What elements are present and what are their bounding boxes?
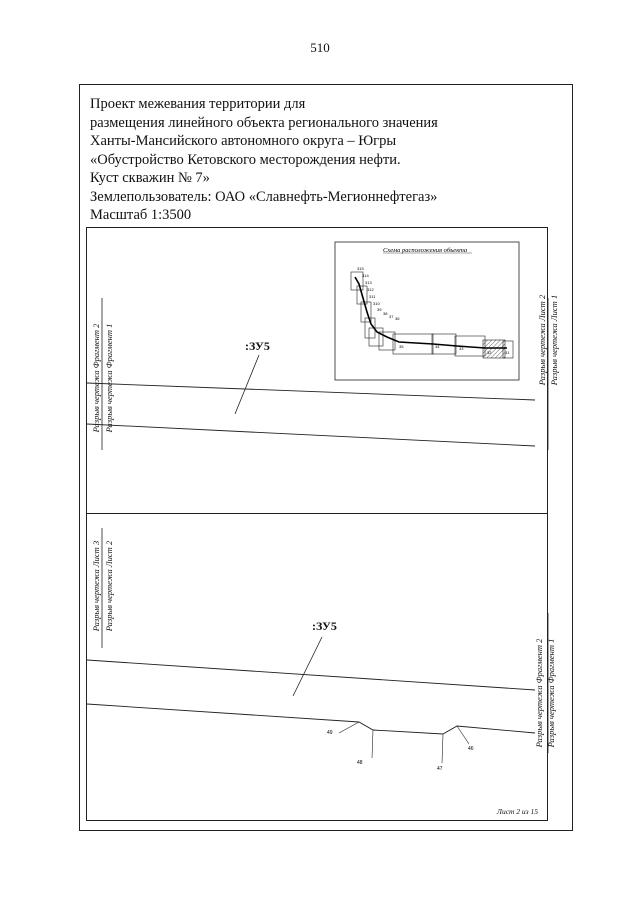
leader-line — [339, 722, 359, 733]
svg-text:311: 311 — [369, 294, 376, 299]
parcel-label-lower: :ЗУ5 — [312, 619, 337, 633]
title-line: Землепользователь: ОАО «Славнефть-Мегионнефтегаз» — [90, 188, 438, 205]
break-label-fragment-2: Разрыв чертежа Фрагмент 2 — [91, 323, 101, 433]
svg-text:39: 39 — [377, 307, 382, 312]
sheet-counter: Лист 2 из 15 — [496, 807, 538, 816]
boundary-line — [87, 424, 535, 446]
svg-text:37: 37 — [389, 314, 394, 319]
boundary-polyline — [87, 704, 535, 734]
break-label-fragment-1: Разрыв чертежа Фрагмент 1 — [546, 638, 556, 748]
title-line: Ханты-Мансийского автономного округа – Югры — [90, 133, 397, 149]
leader-line — [442, 734, 443, 763]
svg-text:313: 313 — [365, 280, 372, 285]
svg-text:35: 35 — [399, 344, 404, 349]
point-label: 46 — [468, 746, 474, 752]
svg-text:31: 31 — [505, 350, 510, 355]
parcel-label-upper: :ЗУ5 — [245, 339, 270, 353]
inset-title: Схема расположения объекта — [383, 247, 468, 254]
scale-line: Масштаб 1:3500 — [90, 207, 192, 223]
point-label: 48 — [357, 760, 363, 766]
svg-text:315: 315 — [357, 266, 364, 271]
svg-text:36: 36 — [395, 316, 400, 321]
leader-line — [457, 726, 469, 744]
break-label-sheet-2: Разрыв чертежа Лист 2 — [104, 540, 114, 632]
leader-line — [235, 355, 259, 414]
location-inset — [335, 242, 519, 380]
break-label-sheet-2: Разрыв чертежа Лист 2 — [537, 294, 547, 386]
svg-text:32: 32 — [487, 350, 492, 355]
svg-text:310: 310 — [373, 301, 380, 306]
title-line: Куст скважин № 7» — [90, 170, 210, 186]
break-label-fragment-1: Разрыв чертежа Фрагмент 1 — [104, 323, 114, 433]
svg-text:34: 34 — [435, 344, 440, 349]
svg-text:33: 33 — [459, 346, 464, 351]
boundary-line — [87, 383, 535, 400]
drawing-lines — [87, 228, 549, 822]
svg-text:312: 312 — [367, 287, 374, 292]
title-line: Проект межевания территории для — [90, 96, 306, 112]
leader-line — [372, 730, 373, 758]
title-line: «Обустройство Кетовского месторождения нефти. — [90, 151, 401, 168]
svg-text:314: 314 — [362, 273, 369, 278]
boundary-line — [87, 660, 535, 690]
break-label-fragment-2: Разрыв чертежа Фрагмент 2 — [534, 638, 544, 748]
title-block — [90, 95, 560, 225]
break-label-sheet-3: Разрыв чертежа Лист 3 — [91, 540, 101, 632]
point-label: 49 — [327, 730, 333, 736]
leader-line — [293, 637, 322, 696]
svg-text:38: 38 — [383, 311, 388, 316]
point-label: 47 — [437, 766, 443, 772]
break-label-sheet-1: Разрыв чертежа Лист 1 — [549, 294, 559, 386]
drawing-frame — [86, 227, 559, 821]
title-line: размещения линейного объекта регионального значения — [90, 114, 438, 131]
page-number: 510 — [310, 40, 330, 55]
